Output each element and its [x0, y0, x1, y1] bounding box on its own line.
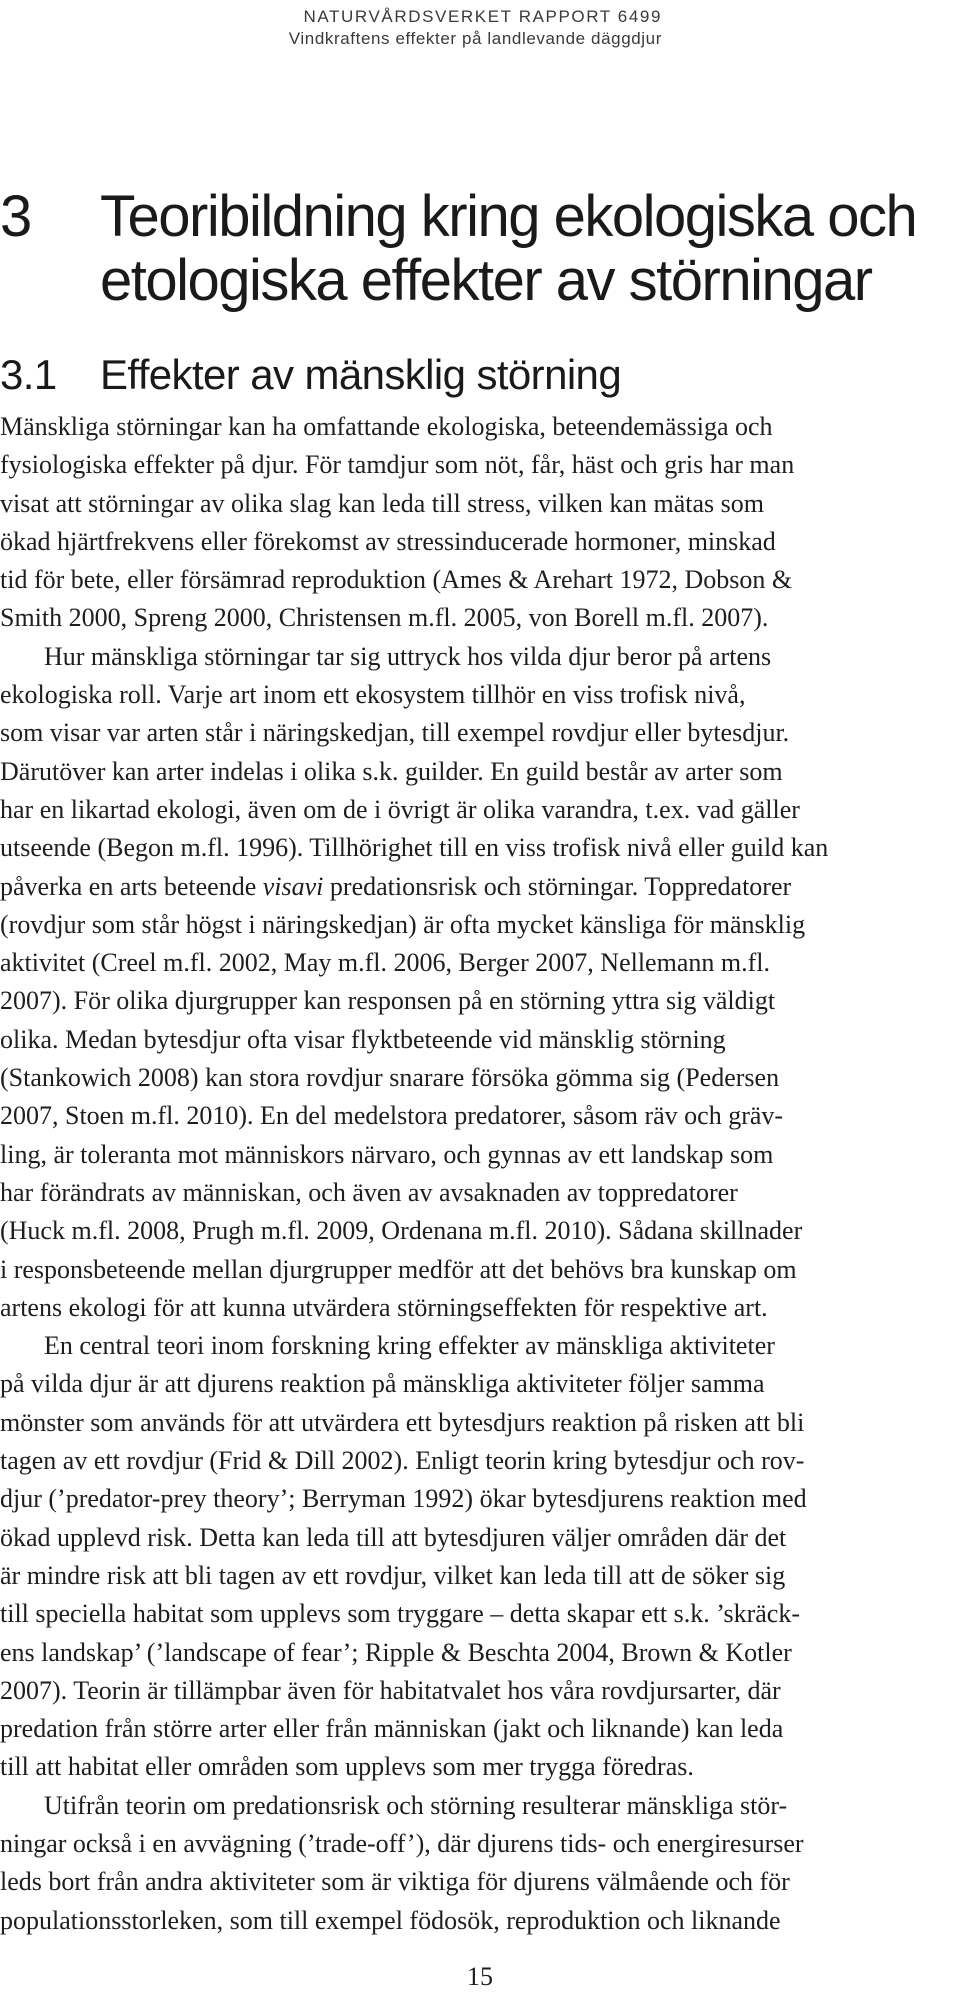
- text-line: tagen av ett rovdjur (Frid & Dill 2002). Enligt teorin kring bytesdjur och rov-: [0, 1446, 805, 1476]
- text-line: 2007). För olika djurgrupper kan responsen på en störning yttra sig väldigt: [0, 986, 776, 1016]
- text-line: predation från större arter eller från människan (jakt och liknande) kan leda: [0, 1714, 784, 1744]
- chapter-heading: [0, 185, 960, 313]
- text-line: har förändrats av människan, och även av avsaknaden av toppredatorer: [0, 1177, 738, 1207]
- text-line: ling, är toleranta mot människors närvaro, och gynnas av ett landskap som: [0, 1139, 774, 1169]
- text-line: Utifrån teorin om predationsrisk och störning resulterar mänskliga stör-: [44, 1790, 788, 1820]
- italic-term: visavi: [262, 871, 324, 901]
- text-line: (Stankowich 2008) kan stora rovdjur snarare försöka gömma sig (Pedersen: [0, 1063, 780, 1093]
- text-line: populationsstorleken, som till exempel födosök, reproduktion och liknande: [0, 1905, 781, 1935]
- running-header: [222, 6, 662, 50]
- report-subtitle: Vindkraftens effekter på landlevande däggdjur: [288, 29, 662, 48]
- text-line: som visar var arten står i näringskedjan, till exempel rovdjur eller bytesdjur.: [0, 718, 790, 748]
- text-line: ökad hjärtfrekvens eller förekomst av stressinducerade hormoner, minskad: [0, 526, 776, 556]
- text-line: är mindre risk att bli tagen av ett rovdjur, vilket kan leda till att de söker sig: [0, 1560, 786, 1590]
- body-text: [0, 408, 960, 1940]
- chapter-number: 3: [0, 184, 31, 249]
- text-segment: predationsrisk och störningar. Toppredatorer: [323, 871, 792, 901]
- text-line: En central teori inom forskning kring effekter av mänskliga aktiviteter: [44, 1331, 775, 1361]
- chapter-title-line2: etologiska effekter av störningar: [100, 248, 872, 313]
- text-line: visat att störningar av olika slag kan leda till stress, vilken kan mätas som: [0, 488, 764, 518]
- text-line: 2007). Teorin är tillämpbar även för habitatvalet hos våra rovdjursarter, där: [0, 1675, 781, 1705]
- text-line: Därutöver kan arter indelas i olika s.k. guilder. En guild består av arter som: [0, 756, 783, 786]
- report-title: NATURVÅRDSVERKET RAPPORT 6499: [303, 7, 662, 26]
- text-line: 2007, Stoen m.fl. 2010). En del medelstora predatorer, såsom räv och gräv-: [0, 1101, 784, 1131]
- text-line: (Huck m.fl. 2008, Prugh m.fl. 2009, Ordenana m.fl. 2010). Sådana skillnader: [0, 1216, 803, 1246]
- text-line: Mänskliga störningar kan ha omfattande ekologiska, beteendemässiga och: [0, 412, 773, 441]
- text-line: olika. Medan bytesdjur ofta visar flyktbeteende vid mänsklig störning: [0, 1024, 726, 1054]
- section-number: 3.1: [0, 351, 57, 398]
- page-number: 15: [467, 1962, 493, 1991]
- paragraph-4: [0, 1787, 960, 1940]
- text-line: aktivitet (Creel m.fl. 2002, May m.fl. 2006, Berger 2007, Nellemann m.fl.: [0, 948, 770, 978]
- text-segment: påverka en arts beteende: [0, 871, 263, 901]
- section-heading: [0, 350, 960, 400]
- text-line: ökad upplevd risk. Detta kan leda till att bytesdjuren väljer områden där det: [0, 1522, 787, 1552]
- text-line: tid för bete, eller försämrad reproduktion (Ames & Arehart 1972, Dobson &: [0, 565, 793, 595]
- text-line: till att habitat eller områden som upplevs som mer trygga föredras.: [0, 1752, 694, 1782]
- text-line: Hur mänskliga störningar tar sig uttryck hos vilda djur beror på artens: [44, 641, 772, 671]
- text-line: i responsbeteende mellan djurgrupper medför att det behövs bra kunskap om: [0, 1254, 797, 1284]
- text-line: ekologiska roll. Varje art inom ett ekosystem tillhör en viss trofisk nivå,: [0, 680, 746, 710]
- chapter-title-line1: Teoribildning kring ekologiska och: [100, 184, 917, 249]
- section-title: Effekter av mänsklig störning: [100, 351, 622, 398]
- text-line: på vilda djur är att djurens reaktion på mänskliga aktiviteter följer samma: [0, 1369, 765, 1399]
- paragraph-2: [0, 638, 960, 1327]
- text-line: (rovdjur som står högst i näringskedjan) är ofta mycket känsliga för mänsklig: [0, 909, 806, 939]
- text-line: leds bort från andra aktiviteter som är viktiga för djurens välmående och för: [0, 1867, 790, 1897]
- text-line: djur (’predator-prey theory’; Berryman 1992) ökar bytesdjurens reaktion med: [0, 1484, 807, 1514]
- text-line: [0, 868, 960, 906]
- text-line: ens landskap’ (’landscape of fear’; Ripple & Beschta 2004, Brown & Kotler: [0, 1637, 792, 1667]
- paragraph-3: [0, 1327, 960, 1787]
- text-line: ningar också i en avvägning (’trade-off’), där djurens tids- och energiresurser: [0, 1828, 804, 1858]
- text-line: fysiologiska effekter på djur. För tamdjur som nöt, får, häst och gris har man: [0, 450, 795, 480]
- text-line: mönster som används för att utvärdera ett bytesdjurs reaktion på risken att bli: [0, 1407, 805, 1437]
- text-line: artens ekologi för att kunna utvärdera störningseffekten för respektive art.: [0, 1292, 768, 1322]
- text-line: utseende (Begon m.fl. 1996). Tillhörighet till en viss trofisk nivå eller guild kan: [0, 833, 829, 863]
- text-line: har en likartad ekologi, även om de i övrigt är olika varandra, t.ex. vad gäller: [0, 794, 800, 824]
- text-line: Smith 2000, Spreng 2000, Christensen m.fl. 2005, von Borell m.fl. 2007).: [0, 603, 769, 633]
- paragraph-1: [0, 408, 960, 638]
- text-line: till speciella habitat som upplevs som tryggare – detta skapar ett s.k. ’skräck-: [0, 1599, 801, 1629]
